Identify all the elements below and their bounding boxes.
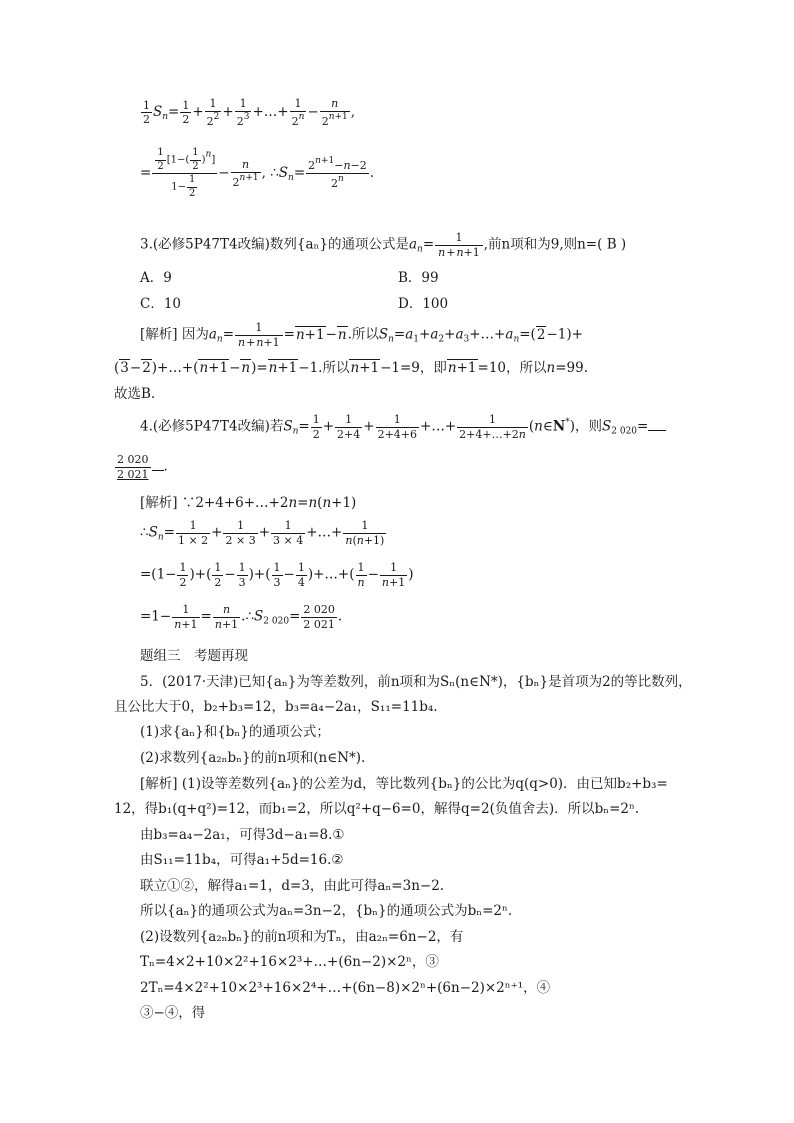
question-5-analysis-line-5: 联立①②，解得a₁=1，d=3，由此可得aₙ=3n−2. bbox=[140, 878, 445, 894]
partial-sum-line-1: $\frac{1}{2}$ $S_n=$ $\frac{1}{2}$ + $\frac{1}{2^2}$ + $\frac{1}{2^3}$ +…+ $\frac{1}{2^n}$ − $\frac{n}{2^{n+1}}$ , bbox=[143, 97, 356, 128]
question-3-stem: 3.(必修5P47T4改编)数列{aₙ}的通项公式是$a_n=$ $\frac{1}{n+n+1}$ ,前n项和为9,则n=( B ) bbox=[140, 231, 627, 259]
question-5-sub-2: (2)求数列{a₂ₙbₙ}的前n项和(n∈N*). bbox=[140, 750, 366, 766]
question-4-answer: $\frac{2 020}{2 021}$ . bbox=[117, 453, 168, 481]
question-5-analysis-line-1: [解析] (1)设等差数列{aₙ}的公差为d，等比数列{bₙ}的公比为q(q>0)．由已知b₂+b₃= bbox=[140, 776, 668, 792]
option-c: C．10 bbox=[140, 296, 182, 312]
question-5-analysis-line-9: 2Tₙ=4×2²+10×2³+16×2⁴+…+(6n−8)×2ⁿ+(6n−2)×2ⁿ⁺¹，④ bbox=[140, 980, 551, 996]
question-5-stem-line-2: 且公比大于0，b₂+b₃=12，b₃=a₄−2a₁，S₁₁=11b₄. bbox=[114, 699, 438, 715]
question-4-analysis-line-2: $\therefore S_n=$ $\frac{1}{1 \times 2}$ + $\frac{1}{2 \times 3}$ + $\frac{1}{3 \times 4}$ +…+ $\frac{1}{n(n+1)}$ bbox=[140, 519, 385, 547]
question-5-analysis-line-2: 12，得b₁(q+q²)=12，而b₁=2，所以q²+q−6=0，解得q=2(负值舍去)．所以bₙ=2ⁿ. bbox=[114, 801, 640, 817]
question-3-analysis-line-1: [解析] 因为$a_n=$ $\frac{1}{n+n+1}$ =n+1−n.所以$S_n=a_1+a_2+a_3+\dots+a_n=(2-1)+$ bbox=[140, 321, 583, 349]
question-3-analysis-line-3: 故选B. bbox=[114, 386, 156, 402]
question-5-sub-1: (1)求{aₙ}和{bₙ}的通项公式； bbox=[140, 724, 330, 740]
question-3-analysis-line-2: (3−2)+…+(n+1−n)=n+1−1.所以n+1−1=9，即n+1=10，所以n=99. bbox=[114, 360, 588, 376]
question-5-analysis-line-7: (2)设数列{a₂ₙbₙ}的前n项和为Tₙ，由a₂ₙ=6n−2，有 bbox=[140, 929, 464, 945]
question-4-analysis-line-1: [解析] ∵2+4+6+…+2n=n(n+1) bbox=[140, 495, 357, 511]
option-d: D．100 bbox=[398, 296, 449, 312]
option-a: A．9 bbox=[140, 270, 172, 286]
group-3-title: 题组三 考题再现 bbox=[140, 648, 248, 664]
question-4-analysis-line-4: =1− $\frac{1}{n+1}$ = $\frac{n}{n+1}$ $.\therefore S_{2 020}=$ $\frac{2 020}{2 021}$ . bbox=[140, 603, 343, 631]
question-4-stem: 4.(必修5P47T4改编)若$S_n=$ $\frac{1}{2}$ + $\frac{1}{2+4}$ + $\frac{1}{2+4+6}$ +…+ $\frac{1}{2+4+\dots+2n}$ (n∈N*)，则$S_{2 020}=$ bbox=[140, 414, 666, 440]
question-4-analysis-line-3: =(1− $\frac{1}{2}$ )+( $\frac{1}{2}$ − $\frac{1}{3}$ )+( $\frac{1}{3}$ − $\frac{1}{4}$ )+…+( $\frac{1}{n}$ − $\frac{1}{n+1}$ ) bbox=[140, 561, 414, 589]
question-5-analysis-line-4: 由S₁₁=11b₄，可得a₁+5d=16.② bbox=[140, 852, 344, 868]
question-3-answer: B bbox=[606, 236, 617, 253]
question-5-analysis-line-8: Tₙ=4×2+10×2²+16×2³+…+(6n−2)×2ⁿ，③ bbox=[140, 954, 439, 970]
question-5-analysis-line-6: 所以{aₙ}的通项公式为aₙ=3n−2，{bₙ}的通项公式为bₙ=2ⁿ. bbox=[140, 903, 513, 919]
question-5-analysis-line-10: ③−④，得 bbox=[140, 1005, 206, 1021]
partial-sum-line-2: = $\frac{1}{2}$ [1−( $\frac{1}{2}$ )n] 1− $\frac{1}{2}$ − $\frac{n}{2^{n+1}}$ , $\therefore S_n=$ $\frac{2^{n+1}-n-2}{2^n}$ . bbox=[140, 147, 375, 199]
question-5-analysis-line-3: 由b₃=a₄−2a₁，可得3d−a₁=8.① bbox=[140, 827, 345, 843]
question-5-stem-line-1: 5．(2017·天津)已知{aₙ}为等差数列，前n项和为Sₙ(n∈N*)，{bₙ}是首项为2的等比数列， bbox=[140, 674, 692, 690]
option-b: B．99 bbox=[398, 270, 439, 286]
